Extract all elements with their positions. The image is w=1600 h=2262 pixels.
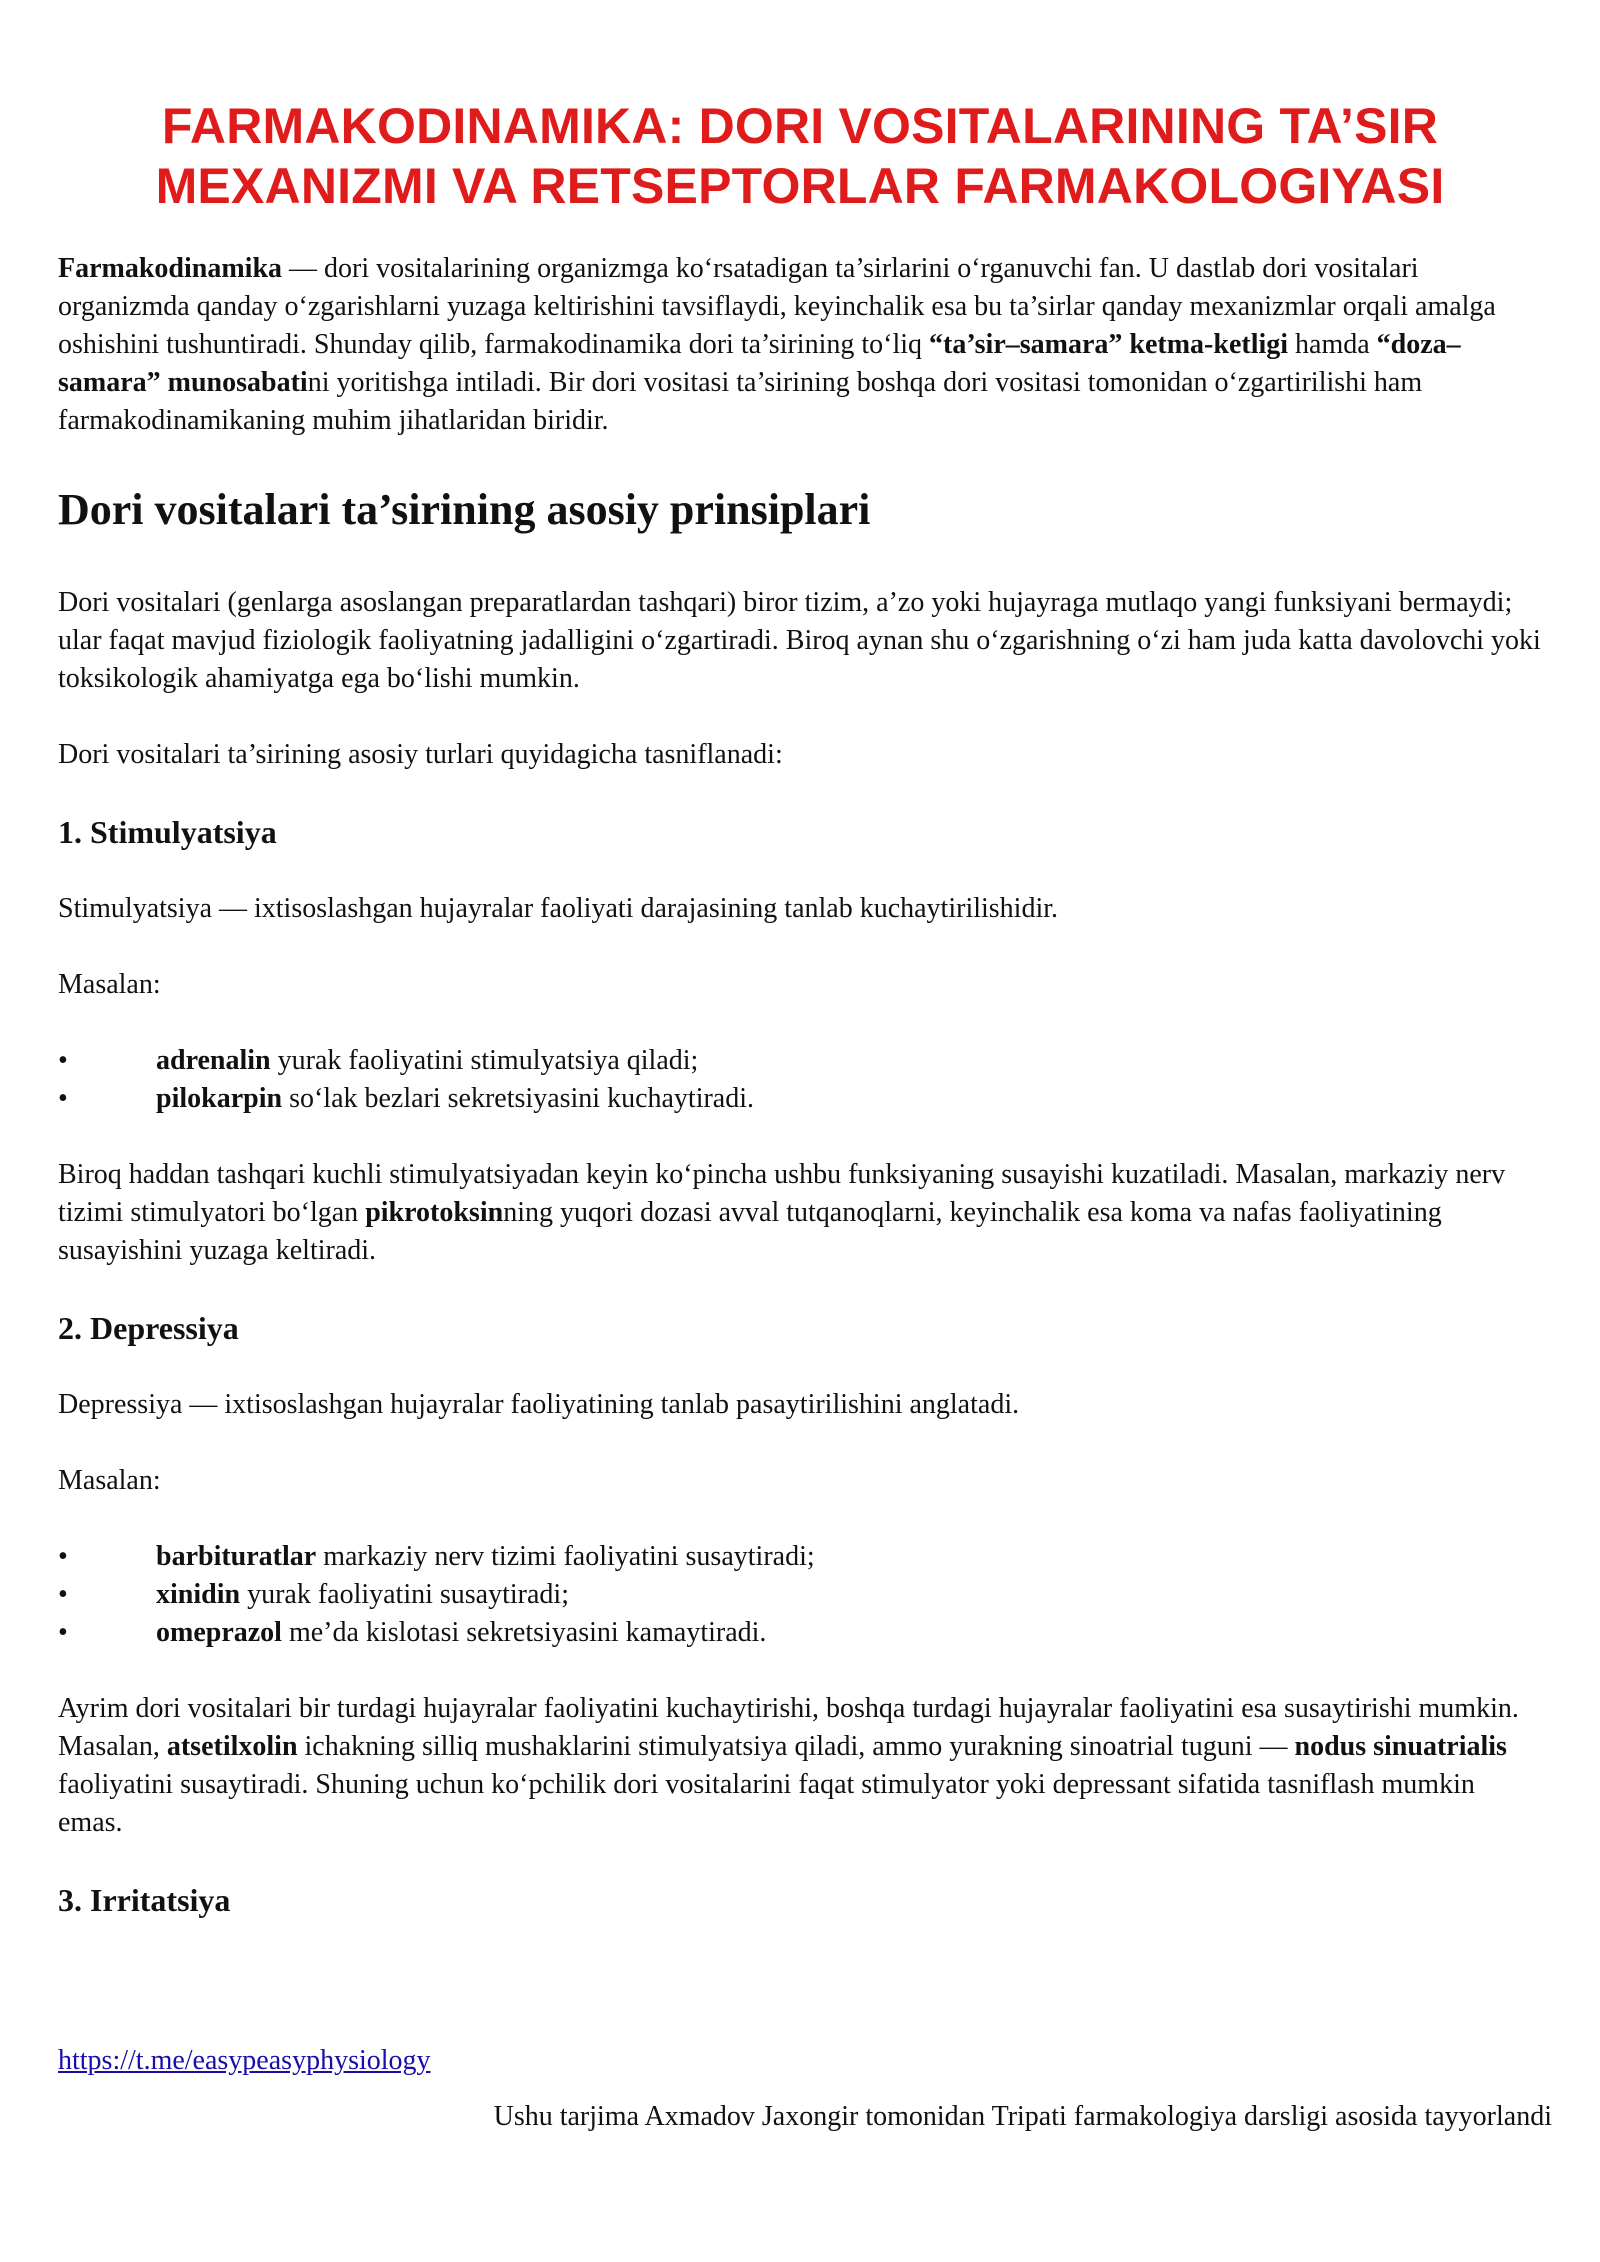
intro-text-2: hamda <box>1288 329 1377 360</box>
telegram-link[interactable]: https://t.me/easypeasyphysiology <box>58 2045 431 2076</box>
stimulation-list <box>58 1042 1542 1118</box>
bullet-icon: • <box>58 1541 68 1572</box>
depression-list <box>58 1538 1542 1652</box>
footer-link-line <box>58 2042 431 2080</box>
intro-paragraph <box>58 250 1542 440</box>
stimulation-note <box>58 1156 1542 1270</box>
drug-name: omeprazol <box>156 1617 282 1648</box>
list-item <box>58 1080 1542 1118</box>
intro-text-3: ni yoritishga intiladi. Bir dori vositasi ta’sirining boshqa dori vositasi tomonidan o‘zgartirilishi ham farmakodinamikaning muhim jihatlaridan biridir. <box>58 367 1423 436</box>
principles-paragraph: Dori vositalari (genlarga asoslangan preparatlardan tashqari) biror tizim, a’zo yoki hujayraga mutlaqo yangi funksiyani bermaydi; ular faqat mavjud fiziologik faoliyatning jadalligini o‘zgartiradi. Biroq aynan shu o‘zgarishning o‘zi ham juda katta davolovchi yoki toksikologik ahamiyatga ega bo‘lishi mumkin. <box>58 587 1541 694</box>
list-item-text: markaziy nerv tizimi faoliyatini susaytiradi; <box>316 1541 815 1572</box>
classification-intro: Dori vositalari ta’sirining asosiy turlari quyidagicha tasniflanadi: <box>58 739 783 770</box>
note-text-1: Ayrim dori vositalari bir turdagi hujayralar faoliyatini kuchaytirishi, boshqa turdagi hujayralar faoliyatini esa susaytirishi mumkin. Masalan, <box>58 1693 1519 1762</box>
stimulation-example-label: Masalan: <box>58 969 161 1000</box>
depression-definition: Depressiya — ixtisoslashgan hujayralar faoliyatining tanlab pasaytirilishini anglatadi. <box>58 1389 1020 1420</box>
note-text-3: faoliyatini susaytiradi. Shuning uchun ko‘pchilik dori vositalarini faqat stimulyator yoki depressant sifatida tasniflash mumkin emas. <box>58 1769 1475 1838</box>
term-doza-samara: “doza–samara” munosabati <box>58 329 1461 398</box>
depression-example-label: Masalan: <box>58 1465 161 1496</box>
page-title <box>58 96 1542 216</box>
title-line-1: FARMAKODINAMIKA: DORI VOSITALARINING TA’SIR <box>161 98 1439 154</box>
bullet-icon: • <box>58 1045 68 1076</box>
stimulation-definition: Stimulyatsiya — ixtisoslashgan hujayralar faoliyati darajasining tanlab kuchaytirilishidir. <box>58 893 1059 924</box>
note-text-1: Biroq haddan tashqari kuchli stimulyatsiyadan keyin ko‘pincha ushbu funksiyaning susayishi kuzatiladi. Masalan, markaziy nerv tizimi stimulyatori bo‘lgan <box>58 1159 1506 1228</box>
document-page <box>58 96 1542 1920</box>
title-line-2: MEXANIZMI VA RETSEPTORLAR FARMAKOLOGIYASI <box>155 158 1445 214</box>
drug-name: pilokarpin <box>156 1083 283 1114</box>
term-tasir-samara: “ta’sir–samara” ketma-ketligi <box>929 329 1289 360</box>
section-heading: Dori vositalari ta’sirining asosiy prinsiplari <box>58 485 871 534</box>
drug-name: atsetilxolin <box>166 1731 298 1762</box>
drug-name: adrenalin <box>156 1045 271 1076</box>
bullet-icon: • <box>58 1579 68 1610</box>
depression-note <box>58 1690 1542 1842</box>
list-item-text: so‘lak bezlari sekretsiyasini kuchaytiradi. <box>282 1083 755 1114</box>
list-item-text: yurak faoliyatini susaytiradi; <box>240 1579 569 1610</box>
list-item <box>58 1576 1542 1614</box>
stimulation-heading: 1. Stimulyatsiya <box>58 814 277 850</box>
depression-heading: 2. Depressiya <box>58 1310 239 1346</box>
list-item <box>58 1614 1542 1652</box>
note-text-2: ning yuqori dozasi avval tutqanoqlarni, keyinchalik esa koma va nafas faoliyatining susayishini yuzaga keltiradi. <box>58 1197 1442 1266</box>
term-farmakodinamika: Farmakodinamika <box>58 253 283 284</box>
list-item <box>58 1042 1542 1080</box>
intro-text-1: — dori vositalarining organizmga ko‘rsatadigan ta’sirlarini o‘rganuvchi fan. U dastlab dori vositalari organizmda qanday o‘zgarishlarni yuzaga keltirishini tavsiflaydi, keyinchalik esa bu ta’sirlar qanday mexanizmlar orqali amalga oshishini tushuntiradi. Shunday qilib, farmakodinamika dori ta’sirining to‘liq <box>58 253 1496 360</box>
list-item-text: yurak faoliyatini stimulyatsiya qiladi; <box>270 1045 699 1076</box>
list-item-text: me’da kislotasi sekretsiyasini kamaytiradi. <box>281 1617 767 1648</box>
drug-name: xinidin <box>156 1579 241 1610</box>
drug-name: pikrotoksin <box>365 1197 504 1228</box>
translation-credit: Ushu tarjima Axmadov Jaxongir tomonidan Tripati farmakologiya darsligi asosida tayyorlandi <box>493 2101 1552 2132</box>
drug-name: barbituratlar <box>156 1541 317 1572</box>
list-item <box>58 1538 1542 1576</box>
anatomy-term: nodus sinuatrialis <box>1294 1731 1507 1762</box>
irritation-heading: 3. Irritatsiya <box>58 1882 231 1918</box>
bullet-icon: • <box>58 1617 68 1648</box>
bullet-icon: • <box>58 1083 68 1114</box>
note-text-2: ichakning silliq mushaklarini stimulyatsiya qiladi, ammo yurakning sinoatrial tuguni — <box>297 1731 1295 1762</box>
